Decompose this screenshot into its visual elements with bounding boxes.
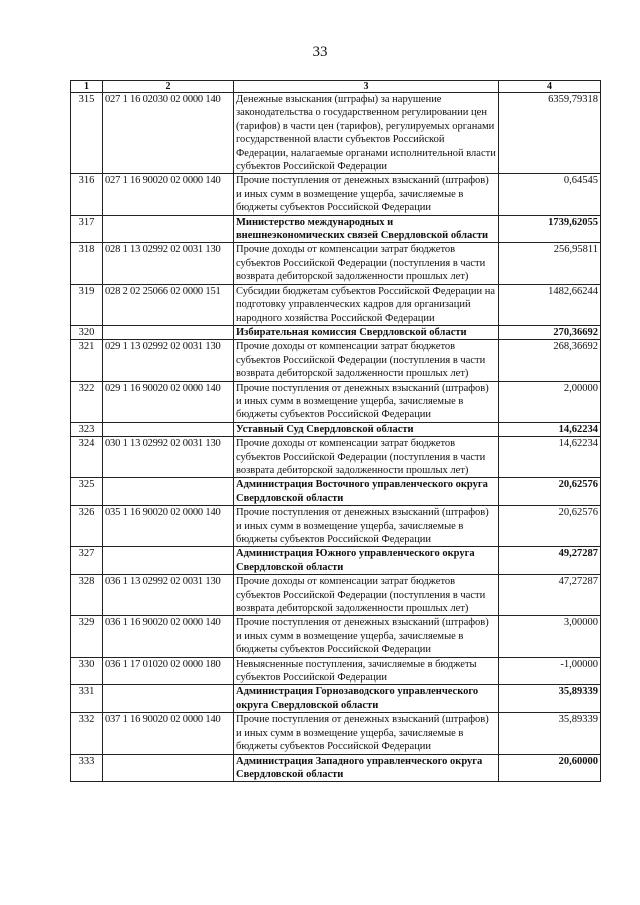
row-number-cell: 329 (71, 616, 103, 657)
revenue-name-cell: Прочие поступления от денежных взысканий (штрафов) и иных сумм в возмещение ущерба, зачисляемые в бюджеты субъектов Российской Федерации (234, 174, 499, 215)
row-number-cell: 315 (71, 93, 103, 174)
amount-cell: 47,27287 (499, 575, 601, 616)
amount-cell: 14,62234 (499, 422, 601, 436)
row-number-cell: 333 (71, 754, 103, 782)
table-row-section (71, 325, 601, 339)
amount-cell: 20,60000 (499, 754, 601, 782)
table-row (71, 616, 601, 657)
revenue-name-cell: Прочие доходы от компенсации затрат бюджетов субъектов Российской Федерации (поступления в части возврата дебиторской задолженности прошлых лет) (234, 243, 499, 284)
row-number-cell: 330 (71, 657, 103, 685)
table-row (71, 506, 601, 547)
table-row (71, 713, 601, 754)
revenue-name-cell: Прочие поступления от денежных взысканий (штрафов) и иных сумм в возмещение ущерба, зачисляемые в бюджеты субъектов Российской Федерации (234, 381, 499, 422)
budget-code-cell (103, 422, 234, 436)
amount-cell: 49,27287 (499, 547, 601, 575)
table-row-section (71, 685, 601, 713)
row-number-cell: 327 (71, 547, 103, 575)
budget-code-cell: 027 1 16 90020 02 0000 140 (103, 174, 234, 215)
budget-code-cell: 028 1 13 02992 02 0031 130 (103, 243, 234, 284)
revenue-name-cell: Избирательная комиссия Свердловской области (234, 325, 499, 339)
budget-code-cell: 036 1 17 01020 02 0000 180 (103, 657, 234, 685)
budget-code-cell: 027 1 16 02030 02 0000 140 (103, 93, 234, 174)
table-row (71, 243, 601, 284)
budget-code-cell: 029 1 16 90020 02 0000 140 (103, 381, 234, 422)
amount-cell: 270,36692 (499, 325, 601, 339)
revenue-name-cell: Уставный Суд Свердловской области (234, 422, 499, 436)
row-number-cell: 323 (71, 422, 103, 436)
row-number-cell: 319 (71, 284, 103, 325)
revenue-table (70, 80, 601, 782)
row-number-cell: 325 (71, 478, 103, 506)
revenue-name-cell: Невыясненные поступления, зачисляемые в бюджеты субъектов Российской Федерации (234, 657, 499, 685)
revenue-name-cell: Денежные взыскания (штрафы) за нарушение законодательства о государственном регулировании цен (тарифов) в части цен (тарифов), регулируемых органами государственной власти субъектов Российской Федерации, налагаемые органами исполнительной власти субъектов Российской Федерации (234, 93, 499, 174)
amount-cell: 14,62234 (499, 437, 601, 478)
revenue-name-cell: Администрация Южного управленческого округа Свердловской области (234, 547, 499, 575)
header-col-2: 2 (103, 81, 234, 93)
header-col-3: 3 (234, 81, 499, 93)
page-number: 33 (312, 44, 328, 60)
budget-code-cell: 036 1 16 90020 02 0000 140 (103, 616, 234, 657)
budget-code-cell (103, 754, 234, 782)
revenue-name-cell: Администрация Западного управленческого округа Свердловской области (234, 754, 499, 782)
revenue-name-cell: Администрация Восточного управленческого округа Свердловской области (234, 478, 499, 506)
table-row-section (71, 422, 601, 436)
budget-code-cell (103, 325, 234, 339)
row-number-cell: 324 (71, 437, 103, 478)
row-number-cell: 318 (71, 243, 103, 284)
amount-cell: 20,62576 (499, 506, 601, 547)
revenue-name-cell: Прочие доходы от компенсации затрат бюджетов субъектов Российской Федерации (поступления в части возврата дебиторской задолженности прошлых лет) (234, 575, 499, 616)
revenue-name-cell: Министерство международных и внешнеэкономических связей Свердловской области (234, 215, 499, 243)
table-row-section (71, 547, 601, 575)
table-row (71, 174, 601, 215)
table-row-section (71, 215, 601, 243)
budget-code-cell (103, 478, 234, 506)
amount-cell: 1482,66244 (499, 284, 601, 325)
row-number-cell: 321 (71, 340, 103, 381)
amount-cell: 0,64545 (499, 174, 601, 215)
header-col-4: 4 (499, 81, 601, 93)
row-number-cell: 331 (71, 685, 103, 713)
budget-code-cell: 030 1 13 02992 02 0031 130 (103, 437, 234, 478)
amount-cell: 268,36692 (499, 340, 601, 381)
budget-code-cell: 028 2 02 25066 02 0000 151 (103, 284, 234, 325)
amount-cell: 35,89339 (499, 685, 601, 713)
revenue-name-cell: Прочие доходы от компенсации затрат бюджетов субъектов Российской Федерации (поступления в части возврата дебиторской задолженности прошлых лет) (234, 340, 499, 381)
amount-cell: 3,00000 (499, 616, 601, 657)
revenue-name-cell: Прочие поступления от денежных взысканий (штрафов) и иных сумм в возмещение ущерба, зачисляемые в бюджеты субъектов Российской Федерации (234, 506, 499, 547)
table-row-section (71, 478, 601, 506)
table-row (71, 340, 601, 381)
amount-cell: 256,95811 (499, 243, 601, 284)
table-row-section (71, 754, 601, 782)
budget-code-cell: 029 1 13 02992 02 0031 130 (103, 340, 234, 381)
table-row (71, 437, 601, 478)
table-row (71, 381, 601, 422)
revenue-name-cell: Субсидии бюджетам субъектов Российской Федерации на подготовку управленческих кадров для организаций народного хозяйства Российской Федерации (234, 284, 499, 325)
budget-code-cell (103, 215, 234, 243)
revenue-name-cell: Администрация Горнозаводского управленческого округа Свердловской области (234, 685, 499, 713)
row-number-cell: 328 (71, 575, 103, 616)
table-row (71, 93, 601, 174)
revenue-name-cell: Прочие поступления от денежных взысканий (штрафов) и иных сумм в возмещение ущерба, зачисляемые в бюджеты субъектов Российской Федерации (234, 713, 499, 754)
table-row (71, 284, 601, 325)
amount-cell: 35,89339 (499, 713, 601, 754)
revenue-name-cell: Прочие доходы от компенсации затрат бюджетов субъектов Российской Федерации (поступления в части возврата дебиторской задолженности прошлых лет) (234, 437, 499, 478)
budget-code-cell: 036 1 13 02992 02 0031 130 (103, 575, 234, 616)
header-col-1: 1 (71, 81, 103, 93)
budget-code-cell: 035 1 16 90020 02 0000 140 (103, 506, 234, 547)
table-row (71, 657, 601, 685)
row-number-cell: 316 (71, 174, 103, 215)
row-number-cell: 332 (71, 713, 103, 754)
amount-cell: 1739,62055 (499, 215, 601, 243)
amount-cell: 2,00000 (499, 381, 601, 422)
amount-cell: 6359,79318 (499, 93, 601, 174)
budget-code-cell: 037 1 16 90020 02 0000 140 (103, 713, 234, 754)
revenue-name-cell: Прочие поступления от денежных взысканий (штрафов) и иных сумм в возмещение ущерба, зачисляемые в бюджеты субъектов Российской Федерации (234, 616, 499, 657)
table-row (71, 575, 601, 616)
table-header-row (71, 81, 601, 93)
amount-cell: 20,62576 (499, 478, 601, 506)
row-number-cell: 317 (71, 215, 103, 243)
row-number-cell: 320 (71, 325, 103, 339)
budget-code-cell (103, 547, 234, 575)
budget-code-cell (103, 685, 234, 713)
row-number-cell: 326 (71, 506, 103, 547)
row-number-cell: 322 (71, 381, 103, 422)
amount-cell: -1,00000 (499, 657, 601, 685)
